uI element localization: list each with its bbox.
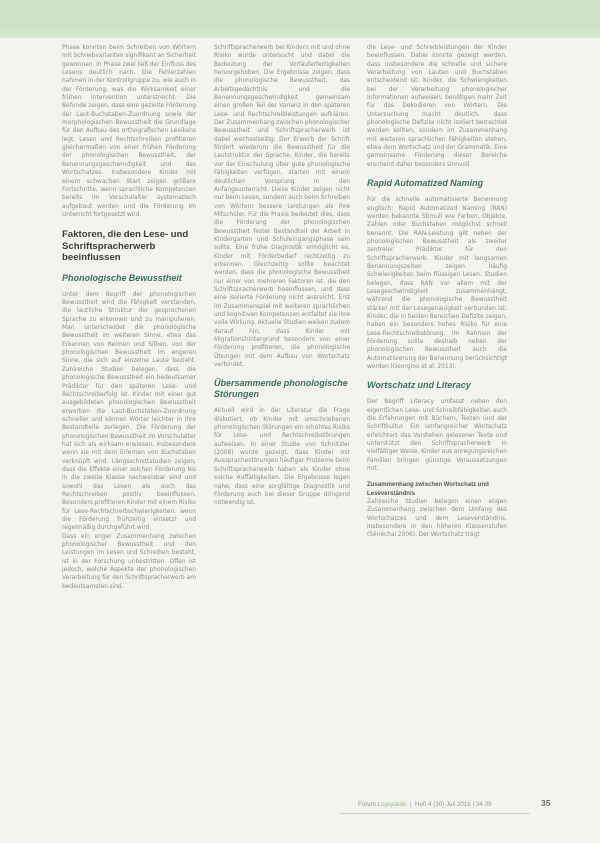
journal-name-emphasis: Logopädie (377, 801, 407, 808)
text-column-3 (367, 44, 507, 540)
paragraph: Aktuell wird in der Literatur die Frage diskutiert, ob Kinder mit umschriebenen phonologischen Störungen ein erhöhtes Risiko für Lese- und Rechtschreibstörungen aufweisen. In einer Studie von Schnitzler (2008) wurde gezeigt, dass Kinder mit Aussprachestörungen häufiger Probleme beim Schriftspracherwerb haben als Kinder ohne solche Auffälligkeiten. Die Ergebnisse legen nahe, dass eine sorgfältige Diagnostik und Förderung auch bei dieser Gruppe dringend notwendig ist. (214, 408, 350, 507)
footer-rule (340, 813, 530, 814)
footer-journal-info: Forum Logopädie | Heft 4 (30) Juli 2016 | 34-39 (358, 801, 492, 808)
paragraph: Unter dem Begriff der phonologischen Bewusstheit wird die Fähigkeit verstanden, die lautliche Struktur der gesprochenen Sprache zu erkennen und zu manipulieren. Man unterscheidet die phonologische Bewusstheit im weiteren Sinne, etwa das Erkennen von Reimen und Silben, von der phonologischen Bewusstheit im engeren Sinne, die sich auf einzelne Laute bezieht. Zahlreiche Studien belegen, dass die phonologische Bewusstheit ein bedeutsamer Prädiktor für den späteren Lese- und Rechtschreiberfolg ist. Kinder mit einer gut ausgebildeten phonologischen Bewusstheit erwerben die Laut-Buchstaben-Zuordnung schneller und können Wörter leichter in ihre Bestandteile zerlegen. Die Förderung der phonologischen Bewusstheit im Vorschulalter hat sich als wirksam erwiesen, insbesondere wenn sie mit dem Erlernen von Buchstaben verknüpft wird. Längsschnittstudien zeigen, dass die Effekte einer solchen Förderung bis in die zweite Klasse nachweisbar sind und sowohl das Lesen als auch das Rechtschreiben positiv beeinflussen. Besonders profitieren Kinder mit einem Risiko für Lese-Rechtschreibschwierigkeiten, wenn die Förderung frühzeitig einsetzt und regelmäßig durchgeführt wird. (62, 291, 196, 532)
text-column-1 (62, 44, 196, 591)
paragraph: Dass ein enger Zusammenhang zwischen phonologischer Bewusstheit und den Leistungen im Lesen und Schreiben besteht, ist in der Forschung unbestritten. Offen ist jedoch, welche Aspekte der phonologischen Verarbeitung für den Schriftspracherwerb am bedeutsamsten sind. (62, 533, 196, 590)
paragraph: die Lese- und Schreibleistungen der Kinder beeinflussen. Dabei konnte gezeigt werden, dass insbesondere die schnelle und sichere Verarbeitung von Lauten und Buchstaben entscheidend ist. Kinder, die Schwierigkeiten bei der Verarbeitung phonologischer Informationen aufweisen, benötigen mehr Zeit für das Dekodieren von Wörtern. Die Untersuchung macht deutlich, dass phonologische Defizite nicht isoliert betrachtet werden sollten, sondern im Zusammenhang mit weiteren sprachlichen Fähigkeiten stehen, etwa dem Wortschatz und der Grammatik. Eine gemeinsame Förderung dieser Bereiche erscheint daher besonders sinnvoll. (367, 45, 507, 168)
subsection-heading: Phonologische Bewusstheit (62, 272, 182, 283)
paragraph: Zahlreiche Studien belegen einen engen Zusammenhang zwischen dem Umfang des Wortschatzes und dem Leseverständnis, insbesondere in den höheren Klassenstufen (Sénéchal 2006). Der Wortschatz trägt (367, 499, 507, 539)
section-heading: Faktoren, die den Lese- und Schriftspracherwerb beeinflussen (62, 229, 189, 264)
paragraph: Der Begriff Literacy umfasst neben den eigentlichen Lese- und Schreibfähigkeiten auch die Erfahrungen mit Büchern, Texten und der Schriftkultur. Ein umfangreicher Wortschatz erleichtert das Verstehen gelesener Texte und unterstützt den Schriftspracherwerb in vielfältiger Weise. Kinder aus anregungsreichen Familien bringen günstige Voraussetzungen mit. (367, 399, 507, 473)
page-number: 35 (541, 798, 551, 808)
subsection-heading: Wortschatz und Literacy (367, 380, 471, 391)
subsection-heading: Übersammende phonologische Störungen (214, 378, 348, 400)
paragraph: Für die schnelle automatisierte Benennung englisch: Rapid Automatized Naming (RAN) werden bekannte Stimuli wie Farben, Objekte, Zahlen oder Buchstaben möglichst schnell benannt. Die RAN-Leistung gilt neben der phonologischen Bewusstheit als zweiter zentraler Prädiktor für den Schriftspracherwerb. Kinder mit langsamen Benennungszeiten zeigen häufig Schwierigkeiten beim flüssigen Lesen. Studien belegen, dass RAN vor allem mit der Lesegeschwindigkeit zusammenhängt, während die phonologische Bewusstheit stärker mit der Lesegenauigkeit verbunden ist. Kinder, die in beiden Bereichen Defizite zeigen, haben ein besonders hohes Risiko für eine Lese-Rechtschreibstörung. Im Rahmen der Förderung sollte deshalb neben der phonologischen Bewusstheit auch die Automatisierung der Benennung berücksichtigt werden (Georgiou et al. 2013). (367, 197, 507, 371)
paragraph-heading: Zusammenhang zwischen Wortschatz und Leseverständnis (367, 481, 489, 497)
issue-info: Heft 4 (30) Juli 2016 | 34-39 (415, 801, 492, 808)
text-column-2 (214, 44, 350, 508)
paragraph: Schriftspracherwerb bei Kindern mit und ohne Risiko wurde untersucht und dabei die Bedeutung der Vorläuferfertigkeiten hervorgehoben. Die Ergebnisse zeigen, dass die phonologische Bewusstheit, das Arbeitsgedächtnis und die Benennungsgeschwindigkeit gemeinsam einen großen Teil der Varianz in den späteren Lese- und Rechtschreibleistungen aufklären. Der Zusammenhang zwischen phonologischer Bewusstheit und Schriftspracherwerb ist dabei wechselseitig: Der Erwerb der Schrift fördert wiederum die Bewusstheit für die Lautstruktur der Sprache. Kinder, die bereits vor der Einschulung über gute phonologische Fähigkeiten verfügen, starten mit einem deutlichen Vorsprung in den Anfangsunterricht. Diese Kinder zeigen nicht nur beim Lesen, sondern auch beim Schreiben von Wörtern bessere Leistungen als ihre Mitschüler. Für die Praxis bedeutet dies, dass die Förderung der phonologischen Bewusstheit fester Bestandteil der Arbeit in Kindergarten und Schuleingangsphase sein sollte. Eine frühe Diagnostik ermöglicht es, Kinder mit Förderbedarf rechtzeitig zu erkennen. Gleichzeitig sollte beachtet werden, dass die phonologische Bewusstheit nur einer von mehreren Faktoren ist, die den Schriftspracherwerb beeinflussen, und dass eine isolierte Förderung nicht ausreicht. Erst im Zusammenspiel mit weiteren sprachlichen und kognitiven Kompetenzen entfaltet sie ihre volle Wirkung. Aktuelle Studien weisen zudem darauf hin, dass Kinder mit Migrationshintergrund besonders von einer Förderung profitieren, die phonologische Übungen mit dem Aufbau von Wortschatz verbindet. (214, 45, 350, 369)
subsection-heading: Rapid Automatized Naming (367, 178, 484, 189)
journal-name: Forum (358, 801, 376, 808)
paragraph: Phase konnten beim Schreiben von Wörtern mit Schreibvarianten signifikant an Sicherheit gewonnen. In Phase zwei ließ der Einfluss des Lesens deutlich nach. Die Fehlerzahlen nahmen in der Kontrollgruppe zu, wie auch in der Förderung, was die Wirksamkeit einer frühen Intervention unterstreicht. Die Befunde zeigen, dass eine gezielte Förderung der Laut-Buchstaben-Zuordnung sowie der morphologischen Bewusstheit die Grundlage für den Aufbau des orthografischen Lexikons legt. Lesen und Rechtschreiben profitieren gleichermaßen von einer frühen Förderung der phonologischen Bewusstheit, der Benennungsgeschwindigkeit und des Wortschatzes. Insbesondere Kinder mit einem schwachen Start zeigen größere Fortschritte, wenn sprachliche Kompetenzen bereits im Vorschulalter systematisch aufgebaut werden und die Förderung im Unterricht fortgesetzt wird. (62, 45, 196, 218)
top-color-band-inner (0, 0, 600, 30)
